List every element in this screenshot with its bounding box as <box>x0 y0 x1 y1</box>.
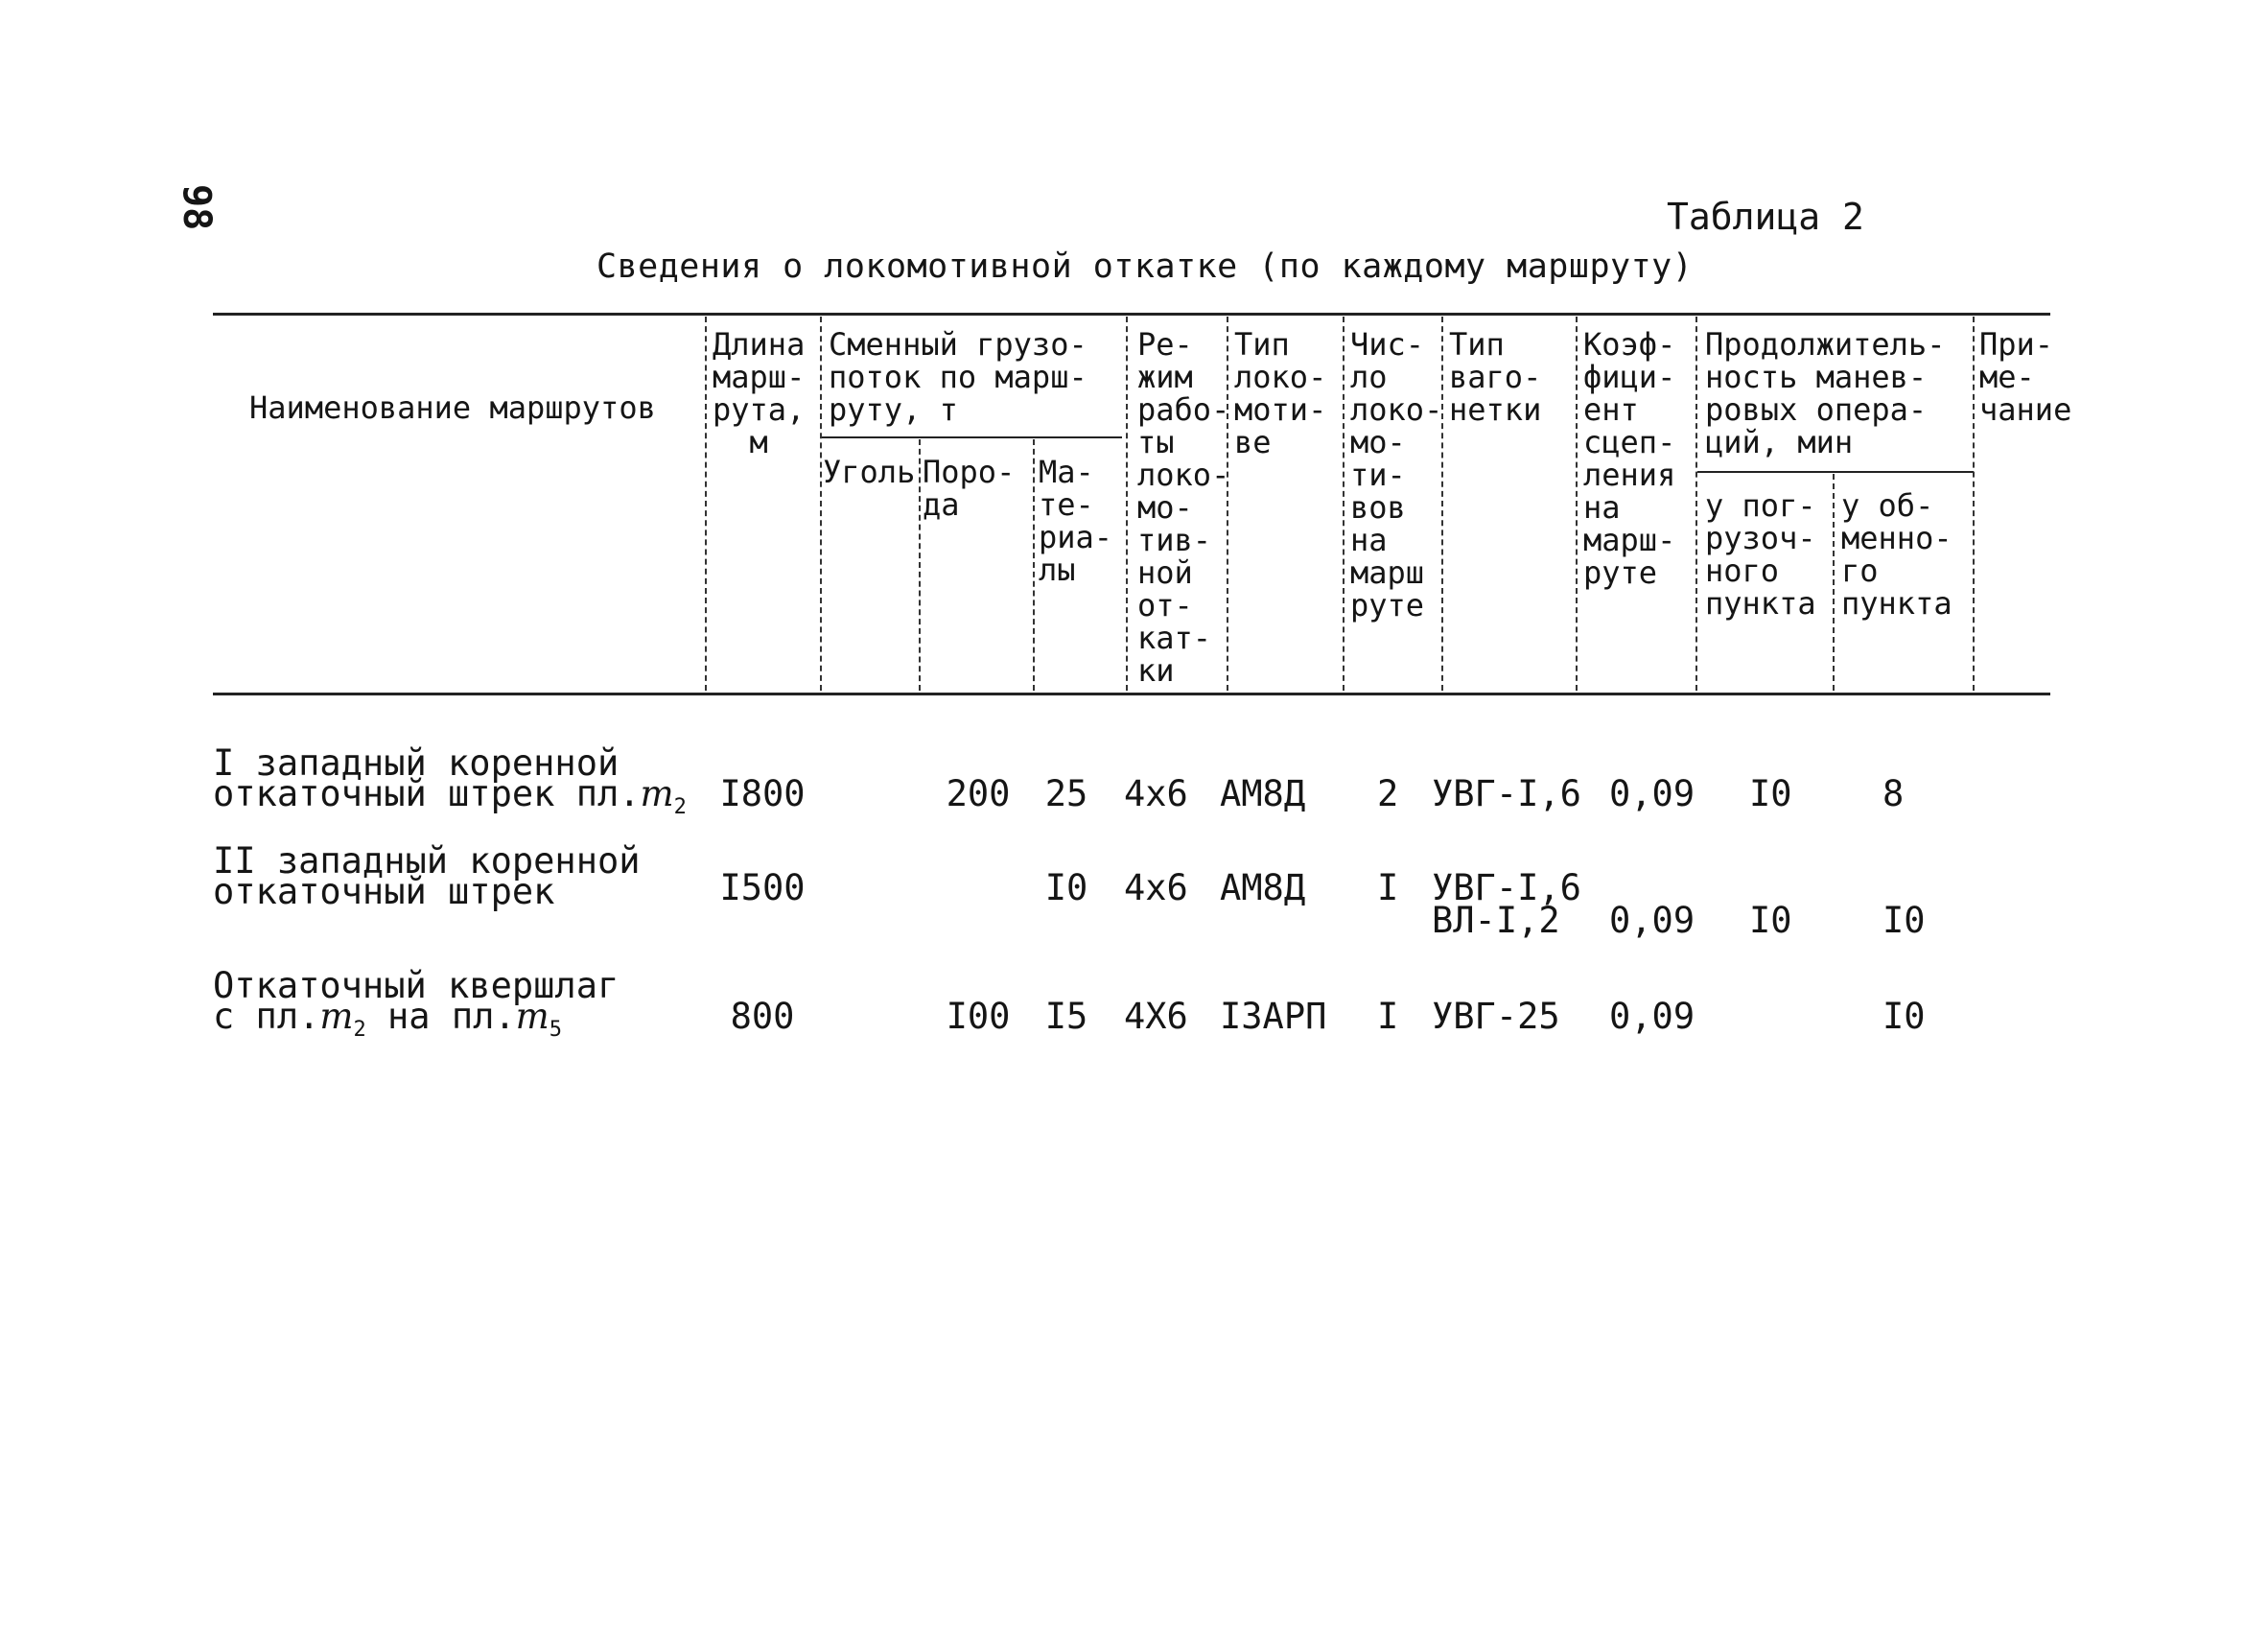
table-title: Сведения о локомотивной откатке (по каждому маршруту) <box>596 247 1694 286</box>
row1-at-exchange: 8 <box>1882 773 1905 814</box>
row1-at-loading: I0 <box>1749 773 1792 814</box>
column-separator <box>705 317 707 691</box>
row3-rock: I00 <box>946 996 1011 1037</box>
header-route-name: Наименование маршрутов <box>249 389 656 426</box>
row2-materials: I0 <box>1044 867 1088 908</box>
row2-car-type-2: ВЛ-I,2 <box>1432 900 1560 941</box>
row2-at-loading: I0 <box>1749 900 1792 941</box>
header-adhesion-coefficient: Коэф- фици- ент сцеп- ления на марш- руте <box>1583 326 1676 591</box>
header-at-loading-point: у пог- рузоч- ного пункта <box>1705 487 1816 622</box>
row1-name-line2: откаточный штрек $пл.m_2$ <box>213 773 687 819</box>
column-separator <box>1576 317 1578 691</box>
row3-car-type: УВГ-25 <box>1432 996 1560 1037</box>
header-rock: Поро- да <box>923 454 1016 523</box>
header-maneuver-duration: Продолжитель- ность манев- ровых опера- ций, мин <box>1705 326 1946 460</box>
header-car-type: Тип ваго- нетки <box>1449 326 1542 428</box>
row1-coefficient: 0,09 <box>1609 773 1695 814</box>
column-separator <box>1033 439 1035 691</box>
column-separator <box>1126 317 1128 691</box>
row1-rock: 200 <box>946 773 1011 814</box>
table-top-rule <box>213 313 2050 316</box>
table-label: Таблица 2 <box>1667 196 1864 238</box>
row2-at-exchange: I0 <box>1882 900 1926 941</box>
row2-loco-count: I <box>1377 867 1399 908</box>
header-locomotive-count: Чис- ло локо- мо- ти- вов на марш руте <box>1350 326 1443 624</box>
row1-materials: 25 <box>1044 773 1088 814</box>
row3-loco-count: I <box>1377 996 1399 1037</box>
column-separator <box>1973 317 1975 691</box>
header-note: При- ме- чание <box>1979 326 2072 428</box>
page-number: 98 <box>175 184 219 231</box>
row3-length: 800 <box>730 996 795 1037</box>
row1-car-type: УВГ-I,6 <box>1432 773 1581 814</box>
flow-subheader-rule <box>822 436 1122 438</box>
row3-name-line1: Откаточный квершлаг <box>213 965 620 1006</box>
column-separator <box>820 317 822 691</box>
header-materials: Ма- те- риа- лы <box>1039 454 1113 588</box>
row2-mode: 4x6 <box>1124 867 1188 908</box>
column-separator <box>1343 317 1344 691</box>
row1-name-line1: I западный коренной <box>213 742 620 784</box>
row3-loco-type: I3АРП <box>1220 996 1327 1037</box>
header-shift-cargo-flow: Сменный грузо- поток по марш- руту, т <box>829 326 1087 428</box>
row2-coefficient: 0,09 <box>1609 900 1695 941</box>
row1-length: I800 <box>719 773 806 814</box>
header-locomotive-type: Тип локо- моти- ве <box>1234 326 1327 460</box>
table-header-bottom-rule <box>213 693 2050 695</box>
row2-name-line2: откаточный штрек <box>213 871 555 912</box>
row2-name-line1: II западный коренной <box>213 840 641 882</box>
header-at-exchange-point: у об- менно- го пункта <box>1841 487 1952 622</box>
row3-at-exchange: I0 <box>1882 996 1926 1037</box>
row3-mode: 4X6 <box>1124 996 1188 1037</box>
header-route-length: Длина марш- рута, м <box>713 326 806 460</box>
row1-loco-type: АМ8Д <box>1220 773 1306 814</box>
row2-car-type: УВГ-I,6 <box>1432 867 1581 908</box>
duration-subheader-rule <box>1697 471 1974 473</box>
header-coal: Уголь <box>823 454 916 490</box>
column-separator <box>919 439 921 691</box>
row3-name-line2: с $пл.m_2$ на $пл.m_5$ <box>213 996 563 1042</box>
row1-mode: 4x6 <box>1124 773 1188 814</box>
row3-materials: I5 <box>1044 996 1088 1037</box>
row1-loco-count: 2 <box>1377 773 1399 814</box>
header-haulage-mode: Ре- жим рабо- ты локо- мо- тив- ной от- кат- ки <box>1137 326 1230 689</box>
column-separator <box>1695 317 1697 691</box>
row2-loco-type: АМ8Д <box>1220 867 1306 908</box>
row2-length: I500 <box>719 867 806 908</box>
row3-coefficient: 0,09 <box>1609 996 1695 1037</box>
column-separator <box>1833 474 1835 691</box>
